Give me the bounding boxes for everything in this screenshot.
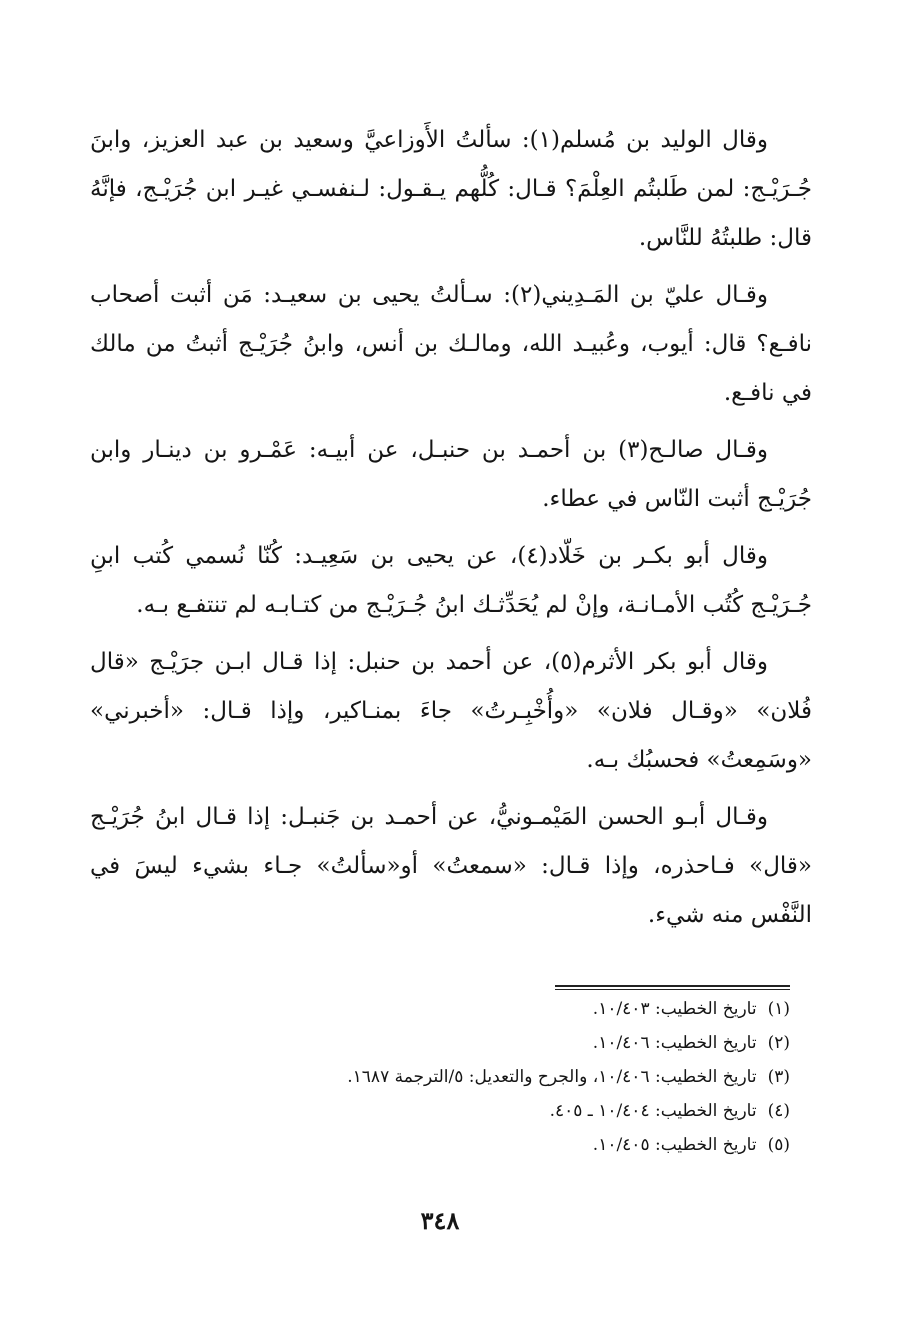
footnote-3 [150, 1060, 790, 1094]
footnote-number: (٢) [767, 1033, 790, 1053]
footnote-text: تاريخ الخطيب: ١٠/٤٠٣. [592, 999, 757, 1019]
paragraph-2: وقـال عليّ بن المَـدِيني(٢): سـألتُ يحيى بن سعيـد: مَن أثبت أصحاب نافـع؟ قال: أيوب، وعُبيـد الله، ومالـك بن أنس، وابنُ جُرَيْـج أثبتُ من مالك في نافـع. [90, 282, 812, 406]
footnote-separator-thin [555, 989, 790, 990]
footnote-text: تاريخ الخطيب: ١٠/٤٠٤ ـ ٤٠٥. [549, 1101, 757, 1121]
footnotes [150, 992, 790, 1162]
footnote-number: (٣) [767, 1067, 790, 1087]
paragraph-1: وقال الوليد بن مُسلم(١): سألتُ الأَوزاعيَّ وسعيد بن عبد العزيز، وابنَ جُـرَيْـج: لمن طَلبتُم العِلْمَ؟ قـال: كُلُّهم يـقـول: لـنفسـي غيـر ابن جُرَيْـج، فإنَّهُ قال: طلبتُهُ للنَّاس. [90, 127, 812, 251]
paragraph-3: وقـال صالـح(٣) بن أحمـد بن حنبـل، عن أبيـه: عَمْـرو بن دينـار وابن جُرَيْـج أثبت النّاس في عطاء. [90, 437, 812, 512]
footnote-text: تاريخ الخطيب: ١٠/٤٠٦. [592, 1033, 757, 1053]
paragraph-4: وقال أبو بكـر بن خَلّاد(٤)، عن يحيى بن سَعِيـد: كُنّا نُسمي كُتب ابنِ جُـرَيْـج كُتُب الأمـانـة، وإنْ لم يُحَدِّثـك ابنُ جُـرَيْـج من كتـابـه لم تنتفـع بـه. [90, 543, 812, 618]
main-text [90, 116, 812, 948]
footnote-2 [150, 1026, 790, 1060]
footnote-text: تاريخ الخطيب: ١٠/٤٠٦، والجرح والتعديل: ٥/الترجمة ١٦٨٧. [347, 1067, 757, 1087]
footnote-text: تاريخ الخطيب: ١٠/٤٠٥. [592, 1135, 757, 1155]
footnote-1 [150, 992, 790, 1026]
paragraph-5: وقال أبو بكر الأثرم(٥)، عن أحمد بن حنبل: إذا قـال ابـن جرَيْـج «قال فُلان» «وقـال فلان» «وأُخْبِـرتُ» جاءَ بمنـاكير، وإذا قـال: «أخبرني» «وسَمِعتُ» فحسبُك بـه. [90, 649, 812, 773]
footnote-5 [150, 1128, 790, 1162]
footnote-number: (٤) [767, 1101, 790, 1121]
footnote-number: (٥) [767, 1135, 790, 1155]
footnote-4 [150, 1094, 790, 1128]
footnote-number: (١) [767, 999, 790, 1019]
footnote-separator [555, 985, 790, 987]
paragraph-6: وقـال أبـو الحسن المَيْمـونيُّ، عن أحمـد بن جَنبـل: إذا قـال ابنُ جُرَيْـج «قال» فـاحذره، وإذا قـال: «سمعتُ» أو«سألتُ» جـاء بشيء ليسَ في النَّفْس منه شيء. [90, 804, 812, 928]
page-number: ٣٤٨ [420, 1206, 460, 1235]
